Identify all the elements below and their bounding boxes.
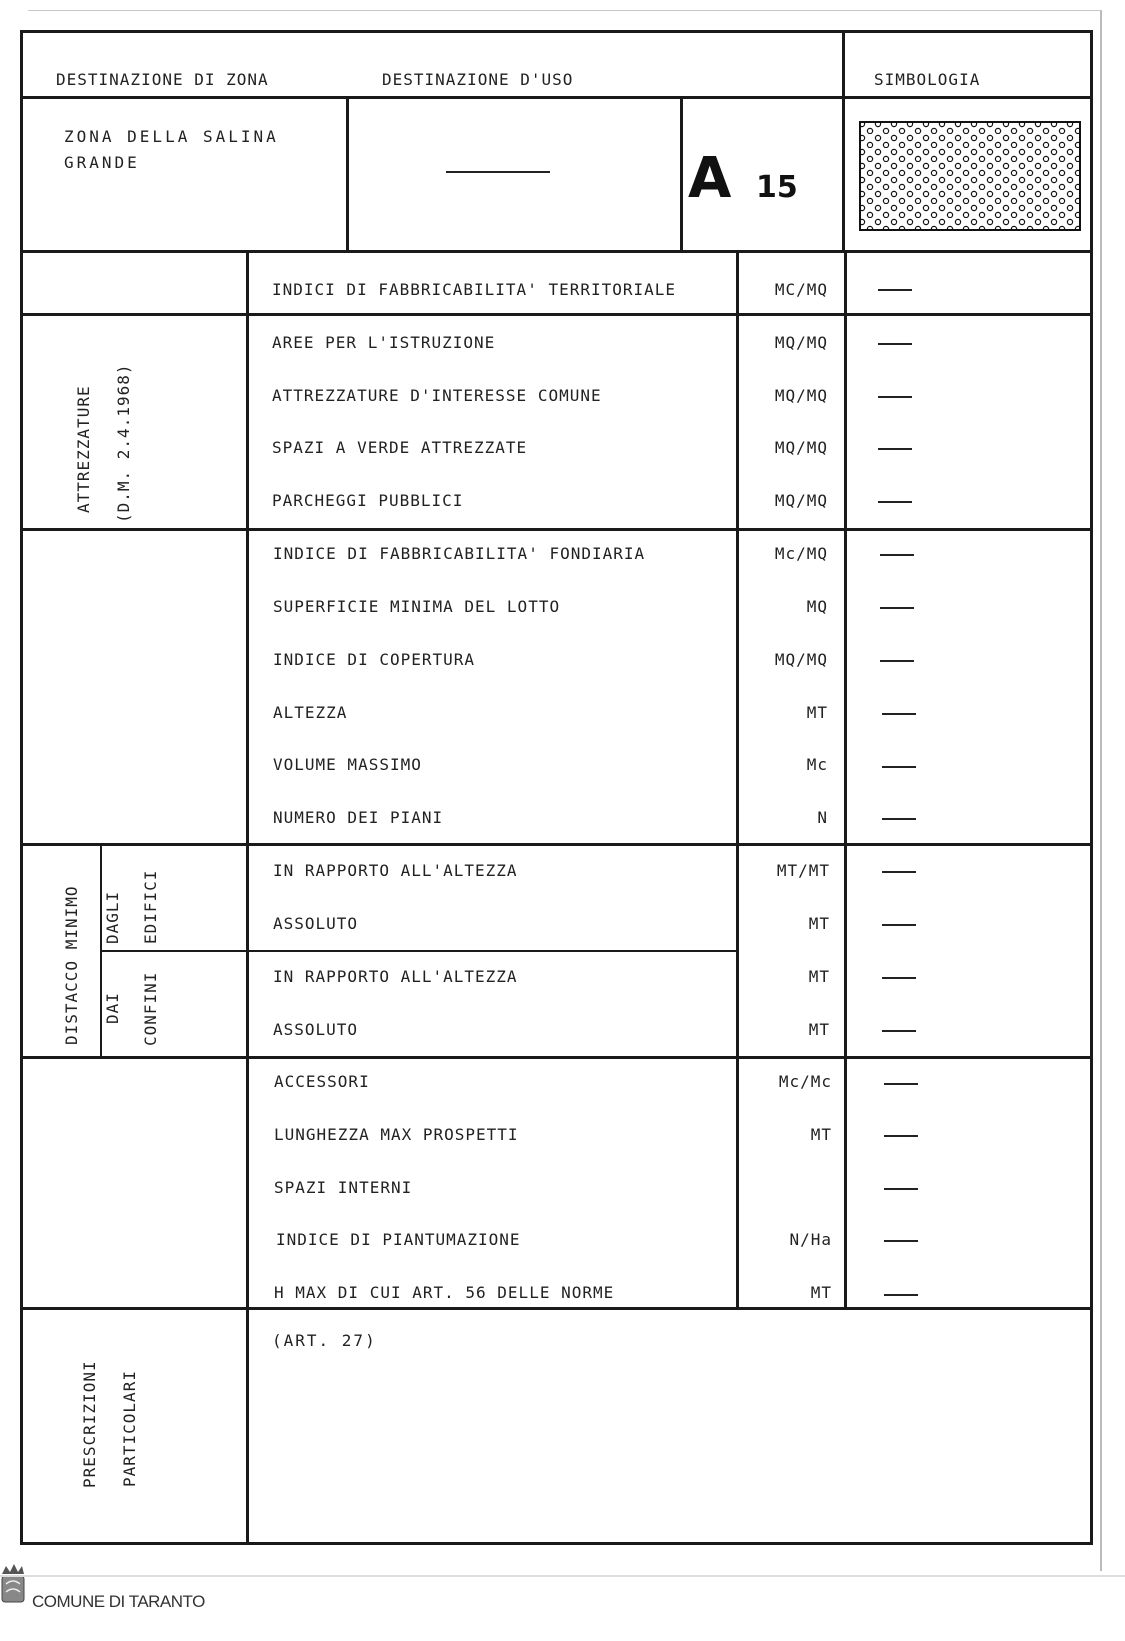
value-dash [880, 554, 914, 556]
value-dash [882, 766, 916, 768]
footer-municipality: COMUNE DI TARANTO [32, 1592, 205, 1611]
value-dash [882, 1030, 916, 1032]
prescrizioni-title-line2: PARTICOLARI [120, 1370, 139, 1487]
zone-name-line1: ZONA DELLA SALINA [64, 127, 279, 146]
value-dash [878, 396, 912, 398]
distacco-row-unit: MT [808, 914, 830, 933]
altri-row-unit: MT [810, 1283, 832, 1302]
territoriale-unit: MC/MQ [774, 280, 828, 299]
divider [20, 1307, 1093, 1310]
distacco-edifici-line1: DAGLI [103, 890, 122, 944]
divider [100, 843, 102, 1056]
divider [20, 250, 1093, 253]
distacco-confini-line2: CONFINI [141, 971, 160, 1046]
distacco-row-label: ASSOLUTO [273, 1020, 359, 1039]
value-dash [884, 1188, 918, 1190]
value-dash [882, 818, 916, 820]
distacco-row-unit: MT [808, 967, 830, 986]
divider [20, 528, 1093, 531]
divider [346, 96, 349, 252]
divider [246, 250, 249, 1545]
fondiaria-row-unit: MT [806, 703, 828, 722]
attrezzature-ref: (D.M. 2.4.1968) [114, 363, 133, 523]
value-dash [884, 1135, 918, 1137]
value-dash [880, 607, 914, 609]
divider [680, 96, 683, 252]
value-dash [878, 501, 912, 503]
divider [20, 313, 1093, 316]
divider [844, 250, 847, 1310]
divider [842, 30, 845, 253]
value-dash [878, 448, 912, 450]
attrezzature-row-unit: MQ/MQ [774, 491, 828, 510]
fondiaria-row-label: INDICE DI FABBRICABILITA' FONDIARIA [273, 544, 646, 563]
value-dash [884, 1294, 918, 1296]
value-dash [882, 713, 916, 715]
header-destinazione-uso: DESTINAZIONE D'USO [382, 70, 574, 89]
value-dash [880, 660, 914, 662]
fondiaria-row-unit: Mc [806, 755, 828, 774]
altri-row-label: INDICE DI PIANTUMAZIONE [276, 1230, 521, 1249]
altri-row-label: H MAX DI CUI ART. 56 DELLE NORME [274, 1283, 615, 1302]
territoriale-label: INDICI DI FABBRICABILITA' TERRITORIALE [272, 280, 677, 299]
divider [20, 96, 1093, 99]
value-dash [882, 977, 916, 979]
fondiaria-row-label: VOLUME MASSIMO [273, 755, 422, 774]
fondiaria-row-label: ALTEZZA [273, 703, 348, 722]
attrezzature-row-label: SPAZI A VERDE ATTREZZATE [272, 438, 528, 457]
fondiaria-row-label: NUMERO DEI PIANI [273, 808, 444, 827]
attrezzature-row-label: PARCHEGGI PUBBLICI [272, 491, 464, 510]
attrezzature-row-label: ATTREZZATURE D'INTERESSE COMUNE [272, 386, 602, 405]
distacco-row-label: ASSOLUTO [273, 914, 359, 933]
prescrizioni-text: (ART. 27) [272, 1331, 377, 1350]
distacco-row-label: IN RAPPORTO ALL'ALTEZZA [273, 967, 518, 986]
zone-code-number: 15 [756, 170, 798, 205]
footer-rule [0, 1575, 1125, 1577]
zone-name-line2: GRANDE [64, 153, 140, 172]
altri-row-label: ACCESSORI [274, 1072, 370, 1091]
distacco-row-label: IN RAPPORTO ALL'ALTEZZA [273, 861, 518, 880]
distacco-edifici-line2: EDIFICI [141, 869, 160, 944]
fondiaria-row-label: SUPERFICIE MINIMA DEL LOTTO [273, 597, 561, 616]
altri-row-unit: N/Ha [789, 1230, 832, 1249]
divider [20, 1056, 1093, 1059]
value-dash [878, 289, 912, 291]
attrezzature-row-unit: MQ/MQ [774, 438, 828, 457]
distacco-row-unit: MT [808, 1020, 830, 1039]
hatch-symbol [858, 120, 1082, 232]
fondiaria-row-unit: MQ/MQ [774, 650, 828, 669]
altri-row-label: SPAZI INTERNI [274, 1178, 413, 1197]
distacco-confini-line1: DAI [103, 992, 122, 1024]
value-dash [882, 924, 916, 926]
divider [736, 250, 739, 1310]
zoning-table [20, 30, 1093, 1545]
divider [100, 950, 738, 952]
fondiaria-row-unit: Mc/MQ [774, 544, 828, 563]
altri-row-label: LUNGHEZZA MAX PROSPETTI [274, 1125, 519, 1144]
attrezzature-row-unit: MQ/MQ [774, 386, 828, 405]
value-dash [884, 1240, 918, 1242]
fondiaria-row-unit: N [817, 808, 828, 827]
header-simbologia: SIMBOLOGIA [874, 70, 981, 89]
divider [20, 843, 1093, 846]
attrezzature-row-label: AREE PER L'ISTRUZIONE [272, 333, 496, 352]
altri-row-unit: MT [810, 1125, 832, 1144]
zone-code-letter: A [688, 146, 730, 211]
distacco-title: DISTACCO MINIMO [62, 885, 81, 1045]
altri-row-unit: Mc/Mc [778, 1072, 832, 1091]
attrezzature-title: ATTREZZATURE [74, 385, 93, 513]
uso-empty-dash [446, 171, 550, 173]
value-dash [878, 343, 912, 345]
crest-icon [0, 1560, 26, 1606]
fondiaria-row-label: INDICE DI COPERTURA [273, 650, 476, 669]
prescrizioni-title-line1: PRESCRIZIONI [80, 1360, 99, 1488]
fondiaria-row-unit: MQ [806, 597, 828, 616]
value-dash [884, 1083, 918, 1085]
distacco-row-unit: MT/MT [776, 861, 830, 880]
attrezzature-row-unit: MQ/MQ [774, 333, 828, 352]
header-destinazione-zona: DESTINAZIONE DI ZONA [56, 70, 269, 89]
value-dash [882, 871, 916, 873]
